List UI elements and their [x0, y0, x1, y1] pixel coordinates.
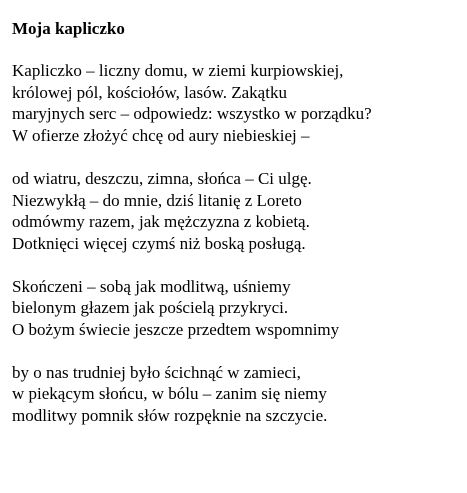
stanza-1	[12, 60, 462, 147]
stanza-2	[12, 168, 462, 255]
poem-title: Moja kapliczko	[12, 19, 125, 38]
poem-line: Niezwykłą – do mnie, dziś litanię z Loreto	[12, 190, 302, 210]
stanza-4	[12, 362, 462, 427]
poem-line: Kapliczko – liczny domu, w ziemi kurpiowskiej,	[12, 61, 344, 80]
poem-line: bielonym głazem jak pościelą przykryci.	[12, 298, 289, 318]
poem-line: królowej pól, kościołów, lasów. Zakątku	[12, 82, 287, 102]
poem-line: od wiatru, deszczu, zimna, słońca – Ci ulgę.	[12, 168, 312, 188]
poem-line: O bożym świecie jeszcze przedtem wspomnimy	[12, 320, 340, 340]
poem-line: by o nas trudniej było ścichnąć w zamieci,	[12, 362, 301, 382]
stanza-3	[12, 276, 462, 341]
poem-page	[12, 18, 462, 448]
poem-line: odmówmy razem, jak mężczyzna z kobietą.	[12, 212, 310, 232]
poem-line: W ofierze złożyć chcę od aury niebieskiej –	[12, 126, 310, 146]
poem-line: modlitwy pomnik słów rozpęknie na szczycie.	[12, 406, 328, 426]
poem-line: Skończeni – sobą jak modlitwą, uśniemy	[12, 276, 291, 296]
poem-line: w piekącym słońcu, w bólu – zanim się niemy	[12, 384, 327, 404]
poem-line: Dotknięci więcej czymś niż boską posługą.	[12, 233, 306, 253]
poem-line: maryjnych serc – odpowiedz: wszystko w porządku?	[12, 104, 372, 124]
